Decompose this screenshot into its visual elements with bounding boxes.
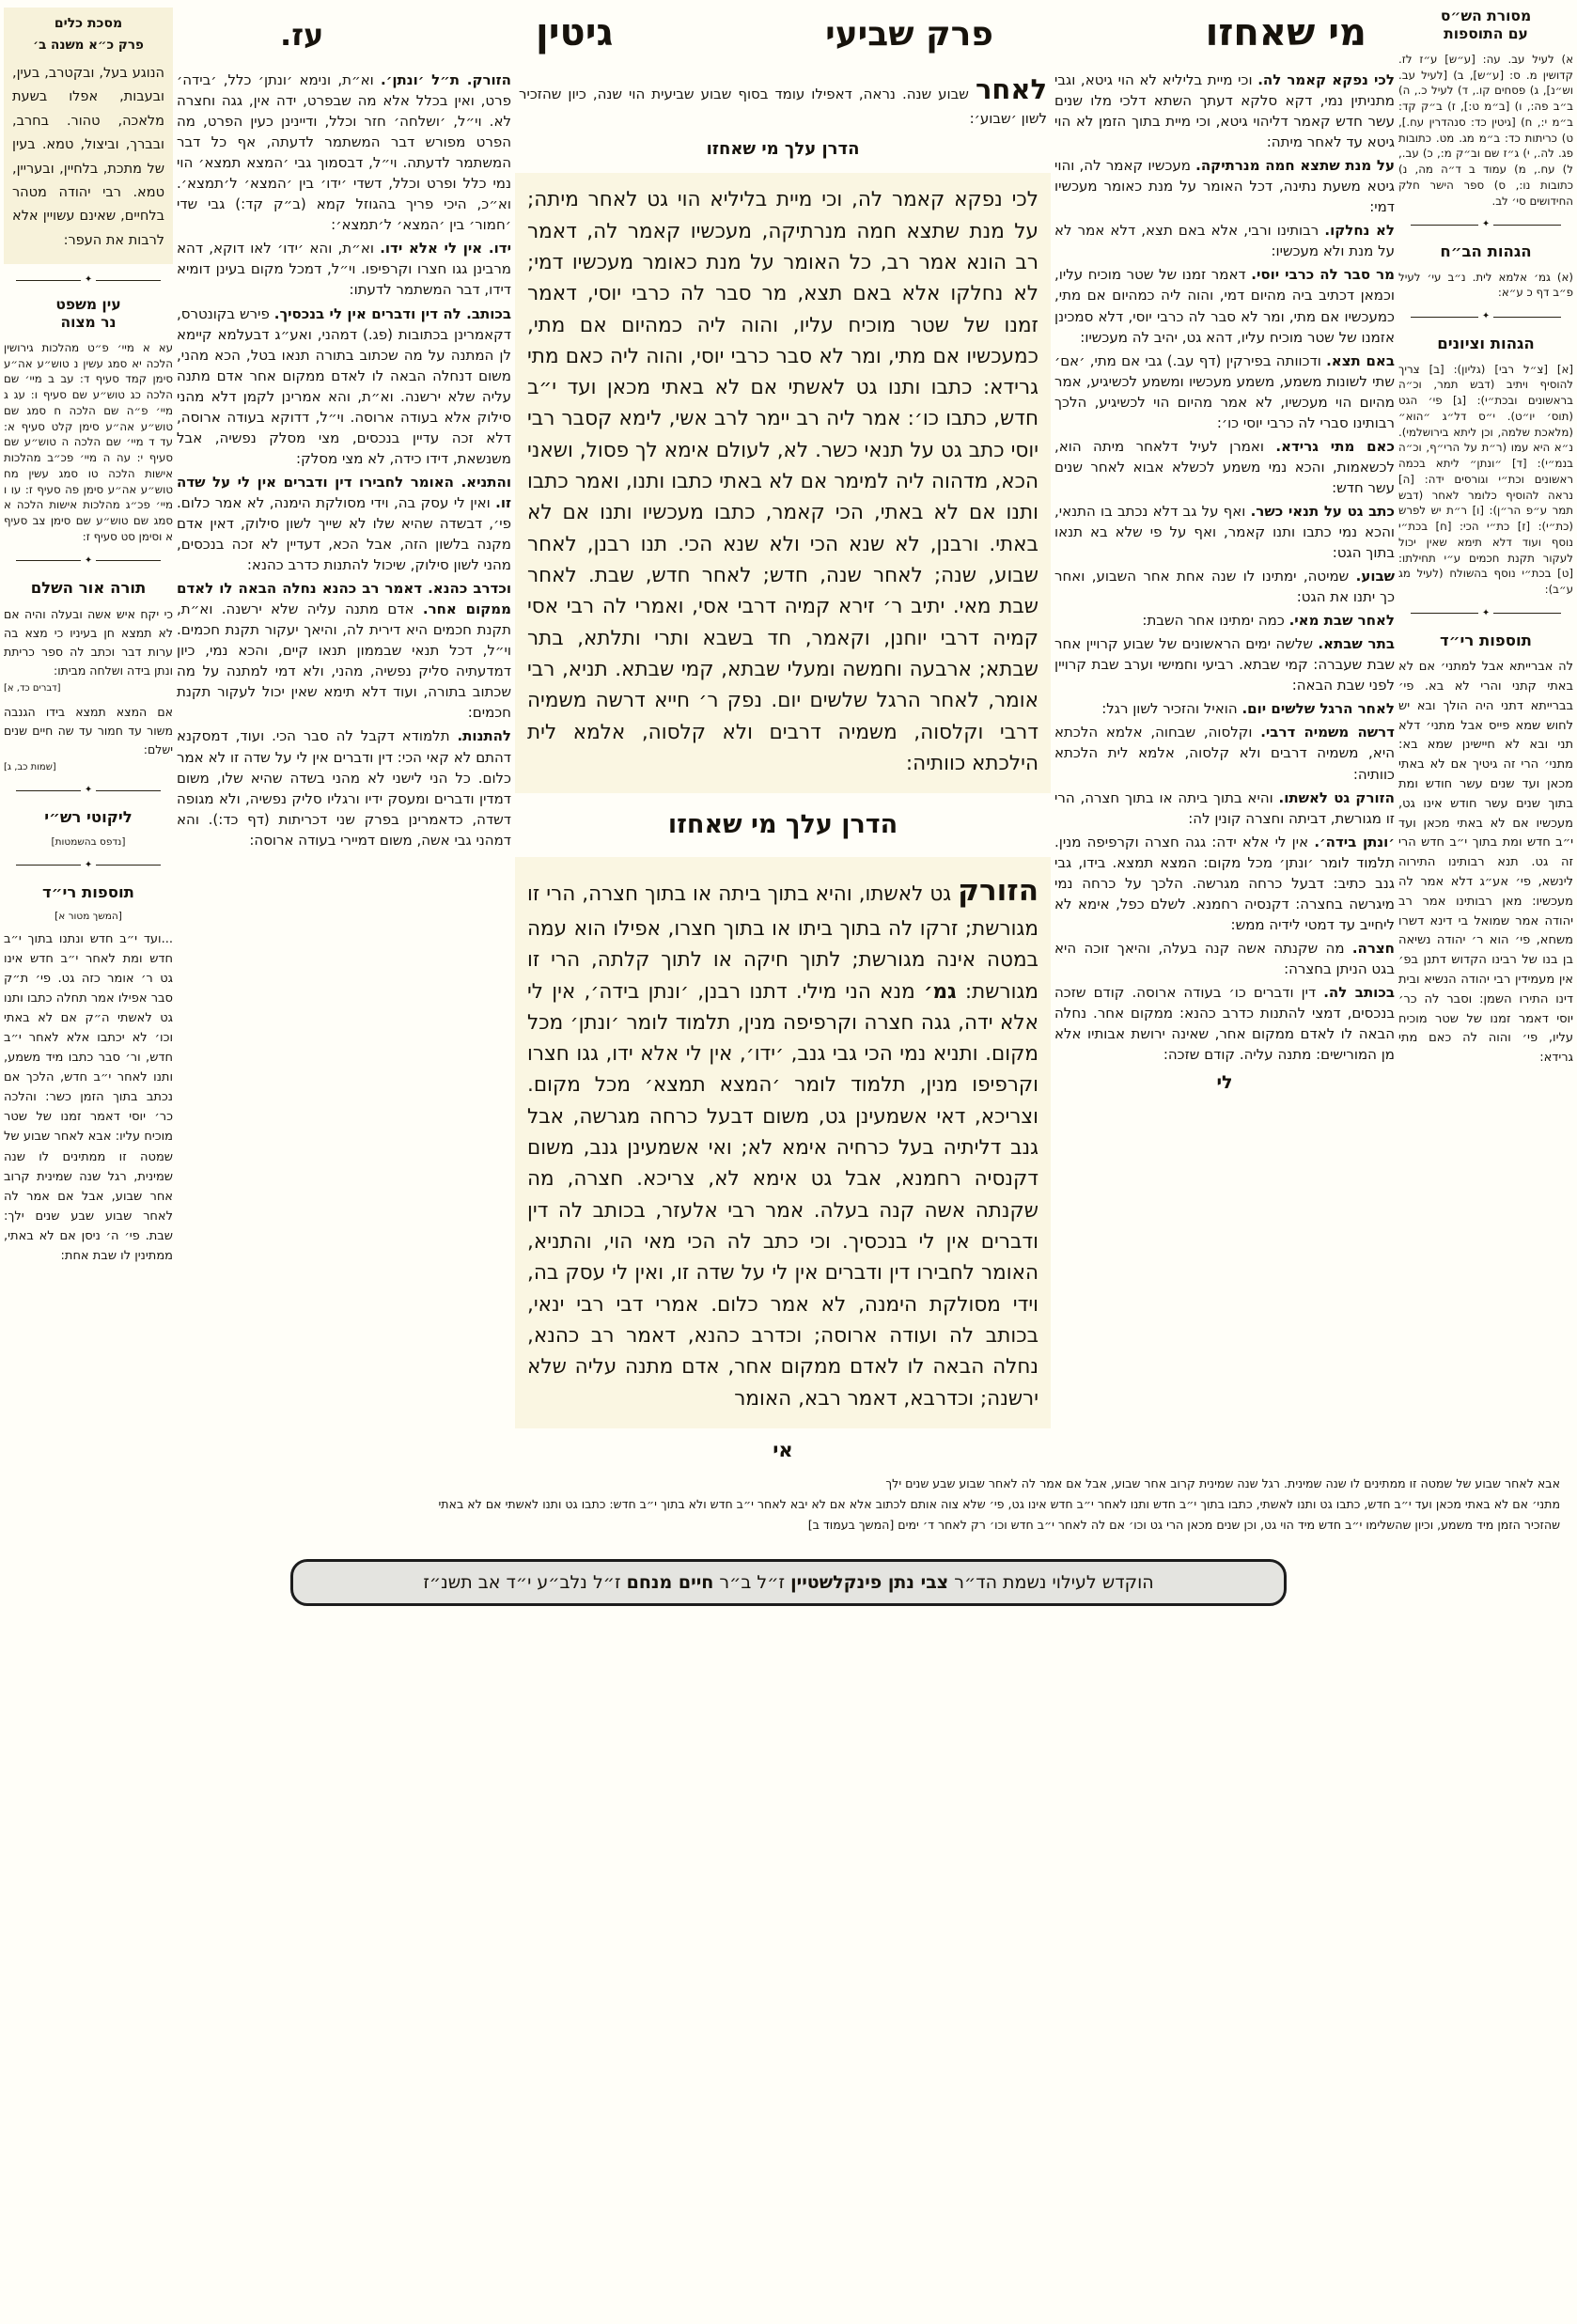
rashi-dibur: כאם מתי גרידא. bbox=[1275, 437, 1395, 455]
rashi-dibur: חצרה. bbox=[1351, 939, 1395, 957]
rashi-dibur: דרשה משמיה דרבי. bbox=[1260, 724, 1395, 741]
rashi-text: שמיטה, ימתינו לו שנה אחת אחר השבוע, ואחר כך יתנו את הגט: bbox=[1054, 568, 1395, 606]
likutei-rashi-title: ליקוטי רש״י bbox=[44, 808, 133, 827]
tosafot-paragraph bbox=[177, 472, 511, 575]
hadran-line-big: הדרן עלך מי שאחזו bbox=[667, 810, 898, 840]
rashi-paragraph bbox=[1054, 155, 1395, 217]
rashi-paragraph bbox=[1054, 633, 1395, 695]
rashi-dibur: לאחר הרגל שלשים יום. bbox=[1241, 700, 1395, 718]
chapter-name: מי שאחזו bbox=[1205, 11, 1366, 55]
section-divider bbox=[16, 556, 162, 566]
divider-line bbox=[96, 280, 161, 281]
rashi-paragraph bbox=[1054, 832, 1395, 935]
rashi-paragraph bbox=[1054, 610, 1395, 631]
page-header bbox=[177, 4, 1395, 68]
rashi-text: ואמרן לעיל דלאחר מיתה הוא, לכשאמות, והכא נמי משמע לכשלא אבוא לאחר שנים עשר חדש: bbox=[1054, 437, 1395, 496]
dedication-bar bbox=[290, 1559, 1287, 1606]
bottom-line: אבא לאחר שבוע של שמטה זו ממתינים לו שנה שמינית. רגל שנה שמינית קרוב אחר שבוע, אבל אם אמר לה לאחר שבוע שבע שנים ילך bbox=[885, 1475, 1560, 1490]
rashi-text: וכי מיית בליליא לא הוי גיטא, וגבי מתניתין נמי, דקא סלקא דעתך השתא דלכי מלו שנים עשר חדש קאמר דליהוי גיטא, וכי מיית בתוך הזמן לא הוי גיטא עד לאחר מיתה: bbox=[1054, 71, 1395, 151]
divider-line bbox=[1493, 613, 1561, 614]
ornament-icon: ✦ bbox=[1481, 607, 1491, 618]
gemara-column bbox=[515, 68, 1051, 1465]
rashi-text: דין ודברים כו׳ בעודה ארוסה. קודם שזכה בנכסים, דמצי להתנות כדרב כהנא: ממקום אחר. נחלה הבאה לו לאדם ממקום אחר, שאינה ירושת אבותיו אלא מן המורישים: מתנה עליה. קודם שזכה: bbox=[1054, 983, 1395, 1064]
kelim-box-body: הנוגע בעל, ובקטרב, בעין, ובעבות, אפלו בשעת מלאכה, טהור. בחרב, ובברך, וביצול, טמא. בעין של מתכת, בלחיין, ובעריין, טמא. רבי יהודה מטהר בלחיים, שאינם עשויין אלא לרבות את העפר: bbox=[12, 66, 164, 248]
divider-line bbox=[96, 790, 161, 791]
rashi-dibur: שבוע. bbox=[1355, 568, 1395, 585]
torah-or-verse2-source: [שמות כב, ג] bbox=[4, 762, 56, 773]
gemara-catchword: אי bbox=[773, 1438, 793, 1461]
tosafot-paragraph bbox=[177, 578, 511, 723]
rashi-paragraph bbox=[1054, 566, 1395, 607]
torah-or-verse1-source: [דברים כד, א] bbox=[4, 682, 61, 694]
divider-line bbox=[1411, 317, 1478, 318]
rashi-dibur: על מנת שתצא חמה מנרתיקה. bbox=[1195, 157, 1395, 175]
ornament-icon: ✦ bbox=[84, 274, 93, 286]
rashi-dibur: לא נחלקו. bbox=[1324, 222, 1395, 240]
dedication-mid: ז״ל ב״ר bbox=[719, 1572, 786, 1594]
rashi-dibur: לאחר שבת מאי. bbox=[1288, 612, 1395, 630]
rashi-text: שלשה ימים הראשונים של שבוע קרויין אחר שבת שעברה: קמי שבתא. רביעי וחמישי וערב שבת קרויין לפני שבת הבאה: bbox=[1054, 635, 1395, 694]
rashi-paragraph bbox=[1054, 982, 1395, 1065]
ornament-icon: ✦ bbox=[1481, 219, 1491, 230]
perek-label: פרק שביעי bbox=[825, 15, 993, 54]
torah-or-verse1: כי יקח איש אשה ובעלה והיה אם לא תמצא חן בעיניו כי מצא בה ערות דבר וכתב לה ספר כריתת ונתן בידה ושלחה מביתו: bbox=[4, 606, 173, 678]
section-divider bbox=[1411, 609, 1561, 618]
tosafot-paragraph bbox=[177, 304, 511, 469]
rashi-text: מעכשיו קאמר לה, והוי גיטא משעת נתינה, דכל האומר על מנת כאומר מעכשיו דמי: bbox=[1054, 157, 1395, 216]
ein-mishpat-body: עא א מיי׳ פ״ט מהלכות גירושין הלכה יא סמג עשין נ טוש״ע אה״ע סימן קמד סעיף ד: עב ב מיי׳ שם הלכה כג טוש״ע שם סעיף ו: עג ג מיי׳ פ״ה שם הלכה ח סמג שם טוש״ע אה״ע סימן קלט סעיף א: עד ד מיי׳ שם הלכה ה טוש״ע שם סעיף י: עה ה מיי׳ פכ״ב מהלכות אישות הלכה טו סמג עשין מח טוש״ע אה״ע סימן פה סעיף ז: עו ו מיי׳ פכ״ג מהלכות אישות הלכה א סמג שם טוש״ע שם סימן צב סעיף א וסימן סט סעיף ז: bbox=[4, 340, 173, 543]
rashi-dibur: בתר שבתא. bbox=[1318, 635, 1395, 653]
dedication-name1: צבי נתן פינקלשטיין bbox=[790, 1572, 949, 1594]
rashi-text: ודכוותה בפירקין (דף עב.) גבי אם מתי, ׳אם׳ שתי לשונות משמע, משמע מעכשיו ומשמע לכשיגיע, אמר מהיום הוי מעכשיו, לא אמר מהיום הוי לכשיגיע, הלכך רבותינו סברי לה כרבי יוסי כו׳: bbox=[1054, 351, 1395, 431]
divider-line bbox=[1411, 225, 1478, 226]
rashi-text: ואף על גב דלא נכתב בו התנאי, והכא נמי כתבו ותנו קאמר, ואף על פי שלא בא תנאו בתוך הגט: bbox=[1054, 502, 1395, 562]
section-divider bbox=[16, 275, 162, 285]
rashi-text: אין לי אלא ידה: גגה חצרה וקרפיפה מנין. תלמוד לומר ׳ונתן׳ מכל מקום: המצא תמצא. בידו, גבי גנב כתיב: דבעל כרחה מגרשה. הלכך על כרחה נמי מיגרשה בחצרה: דקנסיה רחמנא. לשלם כפל, אימא לא ליחייב עד דמטי לידיה ממש: bbox=[1054, 833, 1395, 933]
note-lead-word: לאחר bbox=[975, 73, 1047, 105]
rashi-text: הואיל והזכיר לשון רגל: bbox=[1101, 700, 1238, 718]
masoret-title-line2: עם התוספות bbox=[1444, 25, 1528, 43]
tosafot-text: תלמודא דקבל לה סבר הכי. ועוד, דמסקנא דהתם לא קאי הכי: דין ודברים אין לי על שדה זו לא אמר כלום. כל הני לישני לא מהני בשדה שהיא שלו, משום דמדין ודברים ומעסק ידיו ורגליו סליק נפשיה, ולא מגופה דשדה, כדאמרינן בפרק שני דכריתות (דף כד:). והא דמהני גבי אשה, משום דמיירי בעודה ארוסה: bbox=[177, 727, 511, 849]
hagahot-habach-title: הגהות הב״ח bbox=[1440, 242, 1532, 261]
mishnah-and-gemara bbox=[527, 868, 1038, 1414]
ornament-icon: ✦ bbox=[84, 554, 93, 566]
rashi-dibur: כתב גט על תנאי כשר. bbox=[1250, 502, 1395, 520]
daf-number: עז. bbox=[280, 17, 324, 53]
section-divider bbox=[16, 861, 162, 870]
hagahot-vetziyunim-title: הגהות וציונים bbox=[1437, 335, 1535, 353]
rashi-text: כמה ימתינו אחר השבת: bbox=[1142, 612, 1285, 630]
right-margin-column bbox=[1398, 4, 1573, 1465]
tosafot-paragraph bbox=[177, 70, 511, 235]
divider-line bbox=[16, 560, 81, 561]
rashi-text: וקלסוה, שבחוה, אלמא הלכתא היא, משמיה דרבים ולא קלסוה, אלמא לית הלכתא כוותיה: bbox=[1054, 724, 1395, 783]
tosafot-rid-hemshech-body: ...ועד י״ב חדש ונתנו בתוך י״ב חדש ומת לאחר י״ב חדש אינו גט ר׳ אומר כזה גט. פי׳ ת״ק סבר אפילו אמר תחלה כתבו ותנו גט לאשתי ה״ק אם לא באתי וכו׳ לא יכתבו אלא לאחר י״ב חדש, ור׳ סבר כתבו מיד משמע, ותנו לאחר י״ב חדש, הלכך אם נכתב בתוך הזמן כשר: והלכה כר׳ יוסי דאמר זמנו של שטר מוכיח עליו: אבא לאחר שבוע של שמטה זו ממתינים לו שנה שמינית, רגל שנה שמינית קרוב אחר שבוע, אבל אם אמר לה לאחר שבוע שבע שנים ילך: שבת. פי׳ ה׳ ניסן אם לא באתי, ממתינין לו שבת אחת: bbox=[4, 931, 173, 1263]
ornament-icon: ✦ bbox=[1481, 311, 1491, 322]
hagahot-habach-body: (א) גמ׳ אלמא לית. נ״ב עי׳ לעיל פ״ב דף כ ע״א: bbox=[1398, 270, 1573, 300]
rashi-dibur: באם תצא. bbox=[1326, 351, 1395, 369]
rashi-dibur: ׳ונתן בידה׳. bbox=[1314, 833, 1395, 850]
tosafot-dibur: בכותב. לה דין ודברים אין לי בנכסיך. bbox=[273, 304, 512, 322]
tosafot-rid-body: לה אברייתא אבל למתני׳ אם לא באתי קתני והרי לא בא. פי׳ בברייתא דתני היה הולך ובא יש לחוש שמא פייס אבל מתני׳ דלא תני ובא לא חיישינן שמא בא: מתני׳ הרי זה גיטיך אם לא באתי מכאן ועד שנים עשר חודש ומת בתוך שנים עשר חודש אינו גט, מעכשיו אם לא באתי מכאן ועד י״ב חדש ומת בתוך י״ב חדש הרי זה גט. תנא רבותינו התירוה לינשא, פי׳ אע״ג דלא אמר לה מעכשיו: מאן רבותינו אמר רב יהודה אמר שמואל בי דינא דשרו משחא, פי׳ הוא ר׳ יהודה נשיאה בן בנו של רבינו הקדוש דתנן בפ׳ אין מעמידין רבי יהודה הנשיא ובית דינו התירו השמן: וסבר לה כר׳ יוסי דאמר זמנו של שטר מוכיח עליו, פי׳ והוה לה כאם מתי גרידא: bbox=[1398, 660, 1573, 1066]
divider-line bbox=[96, 865, 161, 866]
hadran-line-small: הדרן עלך מי שאחזו bbox=[706, 138, 860, 159]
dedication-prefix: הוקדש לעילוי נשמת הד״ר bbox=[954, 1572, 1154, 1594]
rashi-paragraph bbox=[1054, 436, 1395, 498]
tosafot-paragraph bbox=[177, 238, 511, 300]
ein-mishpat-title bbox=[4, 296, 173, 333]
tosafot-dibur: להתנות. bbox=[457, 727, 511, 745]
torah-or-verse2: אם המצא תמצא בידו הגנבה משור עד חמור עד שה חיים שנים ישלם: bbox=[4, 705, 173, 757]
page-grid bbox=[4, 4, 1573, 1465]
masoret-hashas-title bbox=[1398, 8, 1573, 44]
tosafot-text: וא״ת, ונימא ׳ונתן׳ כלל, ׳בידה׳ פרט, ואין בכלל אלא מה שבפרט, ידה אין, גגה וחצרה לא. וי״ל, ׳ושלחה׳ חזר וכלל, ודיינינן כעין הפרט, מה הפרט מפורש דבר המשתמר לדעתה, אף כל דבר המשתמר לדעתה. וי״ל, דבסמוך גבי ׳המצא תמצא׳ הוי נמי כלל ופרט וכלל, דשדי ׳ידו׳ בין ׳המצא׳ ל׳תמצא׳. וא״כ, היכי פריך בהגוזל קמא (ב״ק קד:) גבי שדי ׳חמור׳ בין ׳המצא׳ ל׳תמצא׳: bbox=[177, 71, 511, 234]
hagahot-vetziyunim-body: [א] [צ״ל רבי] (גליון): [ב] צריך להוסיף ויתיב (דבש תמר, וכ״ה בראשונים ובכת״י): [ג] פי׳ הגט (תוס׳ יו״ט). י״ס דל״ג ״הוא״ (מלאכת שלמה, וכן ליתא בירושלמי). נ״א היא עמו (ר״ת על הרי״ף, וכ״ה בנמ״י): [ד] ״ונתן״ ליתא בכמה ראשונים וכת״י וגורסים ידה: [ה] נראה להוסיף כלומר לאחר (דבש תמר ע״פ הר״ן): [ו] ר״ת יש לפרש (כת״י): [ז] כת״י הכי: [ח] בכת״י נוסף ועוד דלא תימא שאין יכול לעקור תקנת חכמים ע״י תחילתו: [ט] בכת״י נוסף בהשולח (לעיל מג ע״ב): bbox=[1398, 362, 1573, 597]
rashi-paragraph bbox=[1054, 264, 1395, 347]
tosafot-dibur: הזורק. ת״ל ׳ונתן׳. bbox=[381, 71, 511, 88]
rashi-column bbox=[1054, 68, 1395, 1465]
divider-line bbox=[96, 560, 161, 561]
divider-line bbox=[16, 790, 81, 791]
tosafot-rid-title: תוספות רי״ד bbox=[1440, 631, 1532, 649]
ein-mishpat-title-line2: נר מצוה bbox=[60, 314, 117, 332]
rashi-paragraph bbox=[1054, 501, 1395, 563]
bottom-line: שהזכיר הזמן מיד משמע, וכיון שהשלימו י״ב חדש מיד הוי גט, וכן שנים מכאן הרי גט וכו׳ אם לה לאחר י״ב חדש וכו׳ רק לאחר ד׳ ימים [המשך בעמוד ב] bbox=[807, 1518, 1560, 1533]
divider-line bbox=[16, 280, 81, 281]
rashi-text: והיא בתוך ביתה או בתוך חצרה, הרי זו מגורשת, דביתה וחצרה קונין לה: bbox=[1054, 788, 1395, 827]
dedication-name2: חיים מנחם bbox=[626, 1572, 714, 1594]
divider-line bbox=[1493, 225, 1561, 226]
rashi-text: דאמר זמנו של שטר מוכיח עליו, וכמאן דכתיב ביה מהיום דמי, והוה ליה כמהיום אם מתי, כמעכשיו אם מתי, ומר לא סבר לה כרבי יוסי, דלא סמכינן אזמנו של שטר מוכיח עליו, דהא גט, יהיב לה מעכשיו: bbox=[1054, 266, 1395, 346]
tosafot-text: ואין לי עסק בה, וידי מסולקת הימנה, לא אמר כלום. פי׳, דבשדה שהיא שלו לא שייך לשון סילוק, דאין אדם מקנה בלשון הזה, אבל הכא, דעדיין לא זכה בנכסים, מהני לשון סילוק, שיכול להתנות כדרב כהנא: bbox=[177, 493, 511, 574]
rashi-text: רבותינו ורבי, אלא באם תצא, דלא אמר לא על מנת ולא מעכשיו: bbox=[1054, 222, 1395, 260]
tosafot-dibur: וכדרב כהנא. דאמר רב כהנא נחלה הבאה לו לאדם ממקום אחר. bbox=[177, 580, 511, 618]
gemara-part1: לכי נפקא קאמר לה, וכי מיית בליליא הוי גט לאחר מיתה; על מנת שתצא חמה מנרתיקה, מעכשיו קאמר לה, דאמר רב הונא אמר רב, כל האומר על מנת כאומר מעכשיו דמי; לא נחלקו אלא באם תצא, מר סבר לה כרבי יוסי, דאמר זמנו של שטר מוכיח עליו, והוה ליה כמהיום אם מתי, כמעכשיו אם מתי, ומר לא סבר כרבי יוסי, והוה ליה כאם מתי גרידא: כתבו ותנו גט לאשתי אם לא באתי מכאן ועד י״ב חדש, כתבו כו׳: אמר ליה רב יימר לרב אשי, לימא קסבר רבי יוסי כתב גט על תנאי כשר. לא, לעולם אימא לך פסול, ושאני הכא, מדהוה ליה למימר אם לא באתי כתבו ותנו, ואמר כתבו ותנו אם לא באתי, הכי קאמר, כתבו מעכשיו ותנו אם לא באתי. ורבנן, לא שנא הכי ולא שנא הכי. תנו רבנן, לאחר שבוע, שנה; לאחר שנה, חדש; לאחר חדש, שבת. לאחר שבת מאי. יתיב ר׳ זירא קמיה דרבי אסי, ואמרי לה רבי אסי קמיה דרבי יוחנן, וקאמר, חד בשבא ותרי ותלתא, בתר שבתא; ארבעה וחמשה ומעלי שבתא, קמי שבתא. תניא, רבי אומר, לאחר הרגל שלשים יום. נפק ר׳ חייא דרשה משמיה דרבי וקלסוה, משמיה דרבים ולא קלסוה, אלמא לית הילכתא כוותיה: bbox=[527, 188, 1038, 775]
rashi-paragraph bbox=[1054, 351, 1395, 433]
rashi-paragraph bbox=[1054, 70, 1395, 152]
kelim-box-subtitle: פרק כ״א משנה ב׳ bbox=[33, 37, 144, 53]
ornament-icon: ✦ bbox=[84, 785, 93, 796]
rashi-paragraph bbox=[1054, 220, 1395, 261]
masechet-name: גיטין bbox=[536, 11, 614, 55]
mishnah-gemara-block bbox=[515, 857, 1051, 1428]
rashi-paragraph bbox=[1054, 722, 1395, 784]
torah-or-title: תורה אור השלם bbox=[30, 578, 147, 597]
gemara-text-block bbox=[515, 173, 1051, 793]
masoret-title-line1: מסורת הש״ס bbox=[1440, 8, 1532, 24]
left-margin-column bbox=[4, 4, 173, 1465]
rashi-text: מה שקנתה אשה קנה בעלה, והיאך זוכה היא בגט הניתן בחצרה: bbox=[1054, 939, 1395, 977]
tosafot-text: פירש בקונטרס, דקאמרינן בכתובות (פג.) דמהני, ואע״ג דבעלמא קיימא לן המתנה על מה שכתוב בתורה תנאו בטל, הכא מהני, משום דנחלה הבאה לו לאדם ממקום אחר אדם מתנה עליה שלא ירשנה. וא״ת, והא אמרינן לקמן דלא מהני סילוק אלא בעודה ארוסה. וי״ל, דדוקא בעודה ארוסה, דלא זכה עדיין בנכסים, מצי מסלק נפשיה, אבל משנשאת, דידו כידה, לא מצי מסלק: bbox=[177, 304, 511, 467]
divider-line bbox=[1411, 613, 1478, 614]
rashi-dibur: הזורק גט לאשתו. bbox=[1278, 788, 1395, 806]
tosafot-rid-hemshech-note: [המשך מטור א] bbox=[55, 911, 122, 923]
likutei-rashi-note: [נדפס בהשמטות] bbox=[51, 835, 126, 848]
bottom-line: מתני׳ אם לא באתי מכאן ועד י״ב חדש, כתבו גט ותנו לאשתי, כתבו בתוך י״ב חדש ותנו לאחר י״ב חדש אינו גט, פי׳ שלא צוה אותם לכתוב אלא אם לא יבא לאחר י״ב חדש ולא בתוך י״ב חדש: כתבו גט ותנו לאשתי אם לא באתי bbox=[438, 1496, 1560, 1511]
bottom-continuation-band bbox=[4, 1465, 1573, 1540]
dedication-suffix: ז״ל נלב״ע י״ד אב תשנ״ז bbox=[423, 1572, 621, 1594]
gemara-marker: גמ׳ bbox=[923, 979, 957, 1004]
tosafot-text: אדם מתנה עליה שלא ירשנה. וא״ת, תקנת חכמים היא דירית לה, והיאך יעקור תקנת חכמים. וי״ל, דכל תנאי שבממון תנאו קיים, והכא נמי, כיון דמדעתיה סליק נפשיה, מהני, ולא דמי למתנה על מה שכתוב בתורה, ועוד דלא תימא שאין יכול לעקור תקנת חכמים: bbox=[177, 600, 511, 722]
rashi-paragraph bbox=[1054, 938, 1395, 979]
rashi-dibur: מר סבר לה כרבי יוסי. bbox=[1251, 266, 1395, 284]
chapter-end-note bbox=[515, 70, 1051, 130]
kelim-box-title: מסכת כלים bbox=[54, 16, 123, 31]
rashi-paragraph bbox=[1054, 788, 1395, 829]
masoret-references: א) לעיל עב. עה: [ע״ש] ע״ז לז. קדושין מ. ס: [ע״ש], ב) [לעיל עב. וש״נ], ג) פסחים קו., ד) לעיל כ., ה) ב״ב פה:, ו) [ב״מ ט:], ז) ב״ק קד: ב״מ י:, ח) [גיטין כד: סנהדרין עח.], ט) כריתות כד: ב״מ מג. מט. כתובות פג. לה., י) ג״ז שם וב״ק מ:, כ) עב., ל) עח., מ) עמוד ב ד״ה מה, נ) כתובות נו:, ס) ספר הישר חלק החידושים סי׳ לב. bbox=[1398, 52, 1573, 208]
ornament-icon: ✦ bbox=[84, 859, 93, 870]
mishnah-kelim-box bbox=[4, 8, 173, 264]
note-text: שבוע שנה. נראה, דאפילו עומד בסוף שבוע שביעית הוי שנה, כיון שהזכיר לשון ׳שבוע׳: bbox=[519, 86, 1047, 128]
tosafot-column bbox=[177, 68, 511, 1465]
mishnah-text: גט לאשתו, והיא בתוך ביתה או בתוך חצרה, הרי זו מגורשת; זרקו לה בתוך ביתו או בתוך חצרו, אפילו הוא עמה במטה אינה מגורשת; לתוך חיקה או לתוך קלתה, הרי זו מגורשת: bbox=[527, 881, 1038, 1004]
tosafot-text: וא״ת, והא ׳ידו׳ לאו דוקא, דהא מרבינן גגו חצרו וקרפיפו. וי״ל, דמכל מקום בעינן דומיא דידו, דבר המשתמר לדעתו: bbox=[177, 240, 511, 299]
section-divider bbox=[1411, 220, 1561, 229]
rashi-paragraph bbox=[1054, 698, 1395, 719]
tosafot-dibur: ידו. אין לי אלא ידו. bbox=[380, 240, 511, 257]
section-divider bbox=[16, 786, 162, 795]
divider-line bbox=[16, 865, 81, 866]
tosafot-rid-hemshech-title: תוספות רי״ד bbox=[42, 882, 134, 901]
divider-line bbox=[1493, 317, 1561, 318]
gemara-part2: מנא הני מילי. דתנו רבנן, ׳ונתן בידה׳, אין לי אלא ידה, גגה חצרה וקרפיפה מנין, תלמוד לומר ׳ונתן׳ מכל מקום. ותניא נמי הכי גבי גנב, ׳ידו׳, אין לי אלא ידו, גגו חצרו וקרפיפו מנין, תלמוד לומר ׳המצא תמצא׳ מכל מקום. וצריכא, דאי אשמעינן גט, משום דבעל כרחה מגרשה, אבל גנב דליתיה בעל כרחיה אימא לא; ואי אשמעינן גנב, משום דקנסיה רחמנא, אבל גט אימא לא, צריכא. חצרה, מה שקנתה אשה קנה בעלה. אמר רבי אלעזר, בכותב לה דין ודברים אין לי בנכסיך. וכי כתב לה הכי מאי הוי, והתניא, האומר לחבירו דין ודברים אין לי על שדה זו, ואין לי עסק בה, וידי מסולקת הימנה, לא אמר כלום. אמרי דבי רבי ינאי, בכותב לה ועודה ארוסה; וכדרב כהנא, דאמר רב כהנא, נחלה הבאה לו לאדם ממקום אחר, אדם מתנה עליה שלא ירשנה; וכדרבא, דאמר רבא, האומר bbox=[527, 979, 1038, 1411]
rashi-dibur: בכותב לה. bbox=[1323, 983, 1395, 1001]
mishnah-lead-word: הזורק bbox=[958, 873, 1038, 908]
section-divider bbox=[1411, 312, 1561, 321]
rashi-dibur: לכי נפקא קאמר לה. bbox=[1257, 71, 1395, 88]
tosafot-dibur: והתניא. האומר לחבירו דין ודברים אין לי על שדה זו. bbox=[177, 473, 511, 511]
tosafot-paragraph bbox=[177, 725, 511, 850]
ein-mishpat-title-line1: עין משפט bbox=[55, 296, 121, 314]
rashi-catchword: לי bbox=[1216, 1072, 1233, 1094]
